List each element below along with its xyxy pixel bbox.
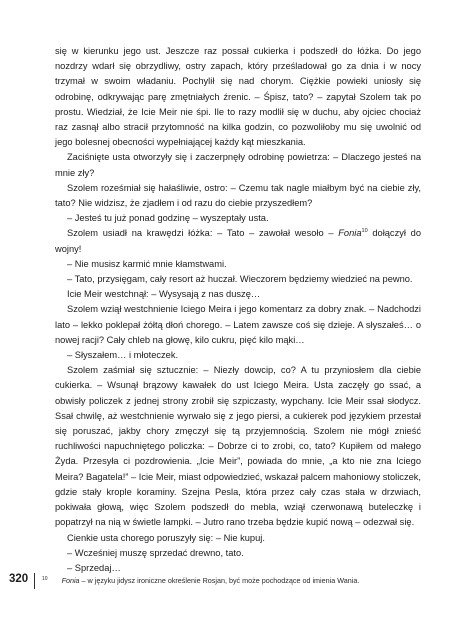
paragraph: – Słyszałem… i młoteczek. <box>67 350 179 361</box>
paragraph: – Sprzedaj… <box>67 562 121 573</box>
footnote-term: Fonia <box>61 576 80 585</box>
paragraph: Szolem wziął westchnienie Iciego Meira i jego komentarz za dobry znak. – Nadchodzi lato – lekko poklepał żółtą dłoń chorego. – Latem zawsze coś się dzieje. A słyszałeś… o nowej racji? Cały chleb na głowę, kilo cukru, pięć kilo mąki… <box>55 304 421 345</box>
paragraph-with-footnote <box>55 226 421 256</box>
paragraph: Cienkie usta chorego poruszyły się: – Nie kupuj. <box>67 532 265 543</box>
page-number: 320 <box>9 573 29 585</box>
footnote-reference[interactable]: 10 <box>361 228 368 235</box>
paragraph: – Wcześniej muszę sprzedać drewno, tato. <box>67 547 244 558</box>
paragraph: się w kierunku jego ust. Jeszcze raz possał cukierka i podszedł do łóżka. Do jego nozdrzy wdarł się obrzydliwy, ostry zapach, który prześladował go za dnia i w nocy trzymał w swoim władaniu. Pochylił się nad chorym. Ciężkie powieki uniosły się odrobinę, odkrywając parę zmętniałych źrenic. – Śpisz, tato? – zapytał Szolem tak po prostu. Wiedział, że Icie Meir nie śpi. Ile to razy modlił się w duchu, aby ojciec chociaż raz zasnął albo stracił przytomność na kilka godzin, co pozwoliłoby mu się uwolnić od jego bolesnej obecności wypełniającej każdy kąt mieszkania. <box>55 46 421 148</box>
footnote-number: 10 <box>42 575 48 582</box>
paragraph: Szolem zaśmiał się sztucznie: – Niezły dowcip, co? A tu przyniosłem dla ciebie cukierka. – Wsunął brązowy kawałek do ust Iciego Meira. Usta zaczęły go ssać, a obwisły policzek z jednej strony zrobił się szpiczasty, wypchany. Icie Meir ssał słodycz. Ssał chwilę, aż westchnienie wyrwało się z jego piersi, a cukierek pod językiem przestał się poruszać, jakby chory zmęczył się tą przyjemnością. Szolem nie mógł znieść ruchliwości napuchniętego policzka: – Dobrze ci to zrobi, co, tato? Kupiłem od małego Żyda. Przesyła ci pozdrowienia. „Icie Meir”, powiada do mnie, „a kto nie zna Iciego Meira? Bagatela!” – Icie Meir, miast odpowiedzieć, wskazał palcem mahoniowy stoliczek, gdzie stały krople koraminy. Szejna Pesla, która przez cały czas stała w drzwiach, pokiwała głową, więc Szolem podszedł do mebla, wziął czerwonawą buteleczkę i popatrzył na nią w świetle lampki. – Jutro rano trzeba będzie kupić nową – odezwał się. <box>55 365 421 528</box>
paragraph: – Nie musisz karmić mnie kłamstwami. <box>67 258 227 269</box>
paragraph: Zaciśnięte usta otworzyły się i zaczerpnęły odrobinę powietrza: – Dlaczego jesteś na mnie zły? <box>55 152 421 178</box>
fonia-term: Fonia <box>338 228 362 239</box>
main-text <box>55 44 421 576</box>
paragraph: Szolem roześmiał się hałaśliwie, ostro: – Czemu tak nagle miałbym być na ciebie zły, tato? Nie widzisz, że zjadłem i od razu do ciebie przyszedłem? <box>55 182 421 209</box>
paragraph-text: dołączył do wojny! <box>55 228 421 254</box>
paragraph-text: Szolem usiadł na krawędzi łóżka: – Tato – zawołał wesoło – <box>67 228 339 239</box>
footnote-text: – w języku jidysz ironiczne określenie Rosjan, być może pochodzące od imienia Wania. <box>79 576 360 585</box>
paragraph: Icie Meir westchnął: – Wysysają z nas duszę… <box>67 289 261 300</box>
footnote-divider <box>34 573 35 589</box>
footnote <box>42 576 442 586</box>
paragraph: – Jesteś tu już ponad godzinę – wyszeptały usta. <box>67 213 269 224</box>
paragraph: – Tato, przysięgam, cały resort aż huczał. Wieczorem będziemy wiedzieć na pewno. <box>67 274 413 285</box>
